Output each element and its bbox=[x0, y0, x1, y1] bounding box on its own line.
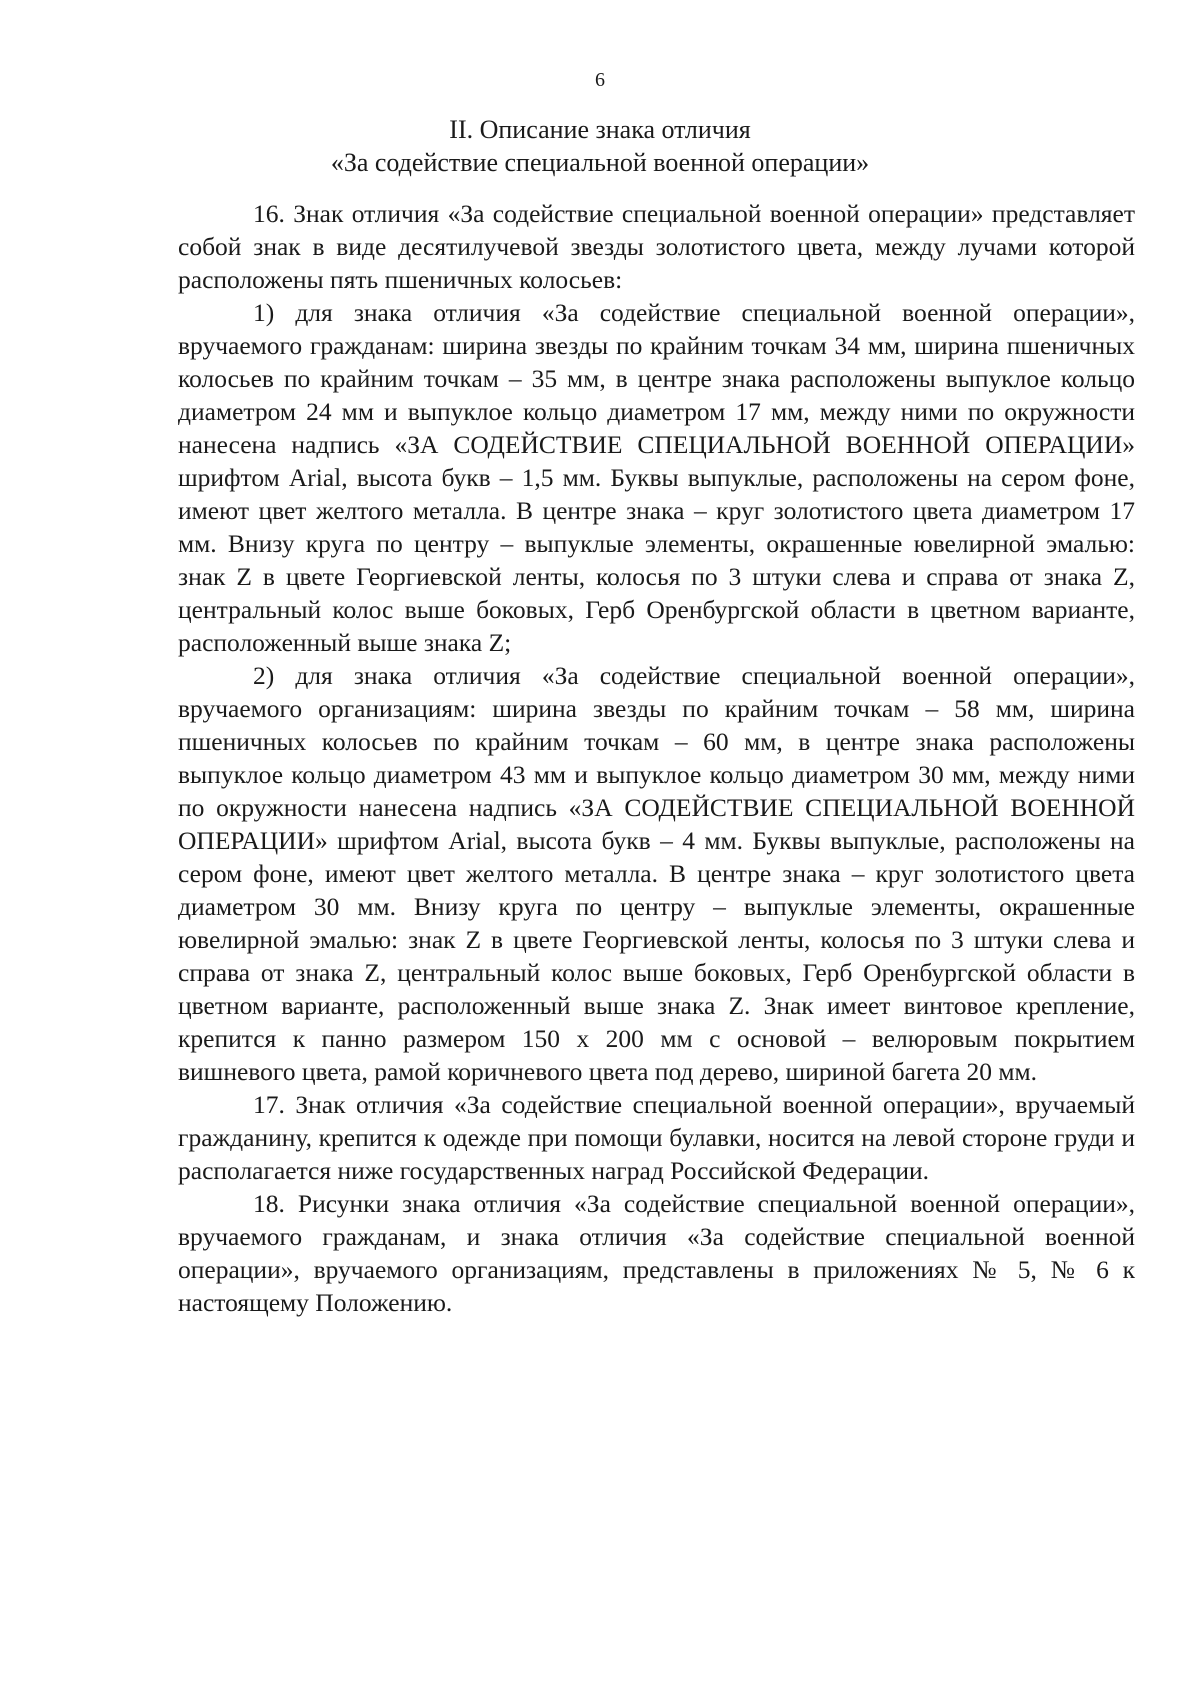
paragraph-16-item-1: 1) для знака отличия «За содействие специальной военной операции», вручаемого гражданам: ширина звезды по крайним точкам 34 мм, ширина пшеничных колосьев по крайним точкам – 35 мм, в центре знака расположены выпуклое кольцо диаметром 24 мм и выпуклое кольцо диаметром 17 мм, между ними по окружности нанесена надпись «ЗА СОДЕЙСТВИЕ СПЕЦИАЛЬНОЙ ВОЕННОЙ ОПЕРАЦИИ» шрифтом Arial, высота букв – 1,5 мм. Буквы выпуклые, расположены на сером фоне, имеют цвет желтого металла. В центре знака – круг золотистого цвета диаметром 17 мм. Внизу круга по центру – выпуклые элементы, окрашенные ювелирной эмалью: знак Z в цвете Георгиевской ленты, колосья по 3 штуки слева и справа от знака Z, центральный колос выше боковых, Герб Оренбургской области в цветном варианте, расположенный выше знака Z; bbox=[178, 298, 1135, 657]
document-body bbox=[178, 197, 1135, 1319]
section-heading-line-2: «За содействие специальной военной операции» bbox=[330, 148, 870, 177]
paragraph-16-item-2: 2) для знака отличия «За содействие специальной военной операции», вручаемого организациям: ширина звезды по крайним точкам – 58 мм, ширина пшеничных колосьев по крайним точкам – 60 мм, в центре знака расположены выпуклое кольцо диаметром 43 мм и выпуклое кольцо диаметром 30 мм, между ними по окружности нанесена надпись «ЗА СОДЕЙСТВИЕ СПЕЦИАЛЬНОЙ ВОЕННОЙ ОПЕРАЦИИ» шрифтом Arial, высота букв – 4 мм. Буквы выпуклые, расположены на сером фоне, имеют цвет желтого металла. В центре знака – круг золотистого цвета диаметром 30 мм. Внизу круга по центру – выпуклые элементы, окрашенные ювелирной эмалью: знак Z в цвете Георгиевской ленты, колосья по 3 штуки слева и справа от знака Z, центральный колос выше боковых, Герб Оренбургской области в цветном варианте, расположенный выше знака Z. Знак имеет винтовое крепление, крепится к панно размером 150 х 200 мм с основой – велюровым покрытием вишневого цвета, рамой коричневого цвета под дерево, шириной багета 20 мм. bbox=[178, 661, 1135, 1086]
section-heading-line-1: II. Описание знака отличия bbox=[449, 115, 751, 144]
paragraph-17: 17. Знак отличия «За содействие специальной военной операции», вручаемый гражданину, крепится к одежде при помощи булавки, носится на левой стороне груди и располагается ниже государственных наград Российской Федерации. bbox=[178, 1090, 1135, 1185]
paragraph-18: 18. Рисунки знака отличия «За содействие специальной военной операции», вручаемого гражданам, и знака отличия «За содействие специальной военной операции», вручаемого организациям, представлены в приложениях № 5, № 6 к настоящему Положению. bbox=[178, 1189, 1135, 1317]
section-heading bbox=[0, 113, 1200, 179]
paragraph-16: 16. Знак отличия «За содействие специальной военной операции» представляет собой знак в виде десятилучевой звезды золотистого цвета, между лучами которой расположены пять пшеничных колосьев: bbox=[178, 199, 1135, 294]
page-number: 6 bbox=[595, 69, 605, 91]
